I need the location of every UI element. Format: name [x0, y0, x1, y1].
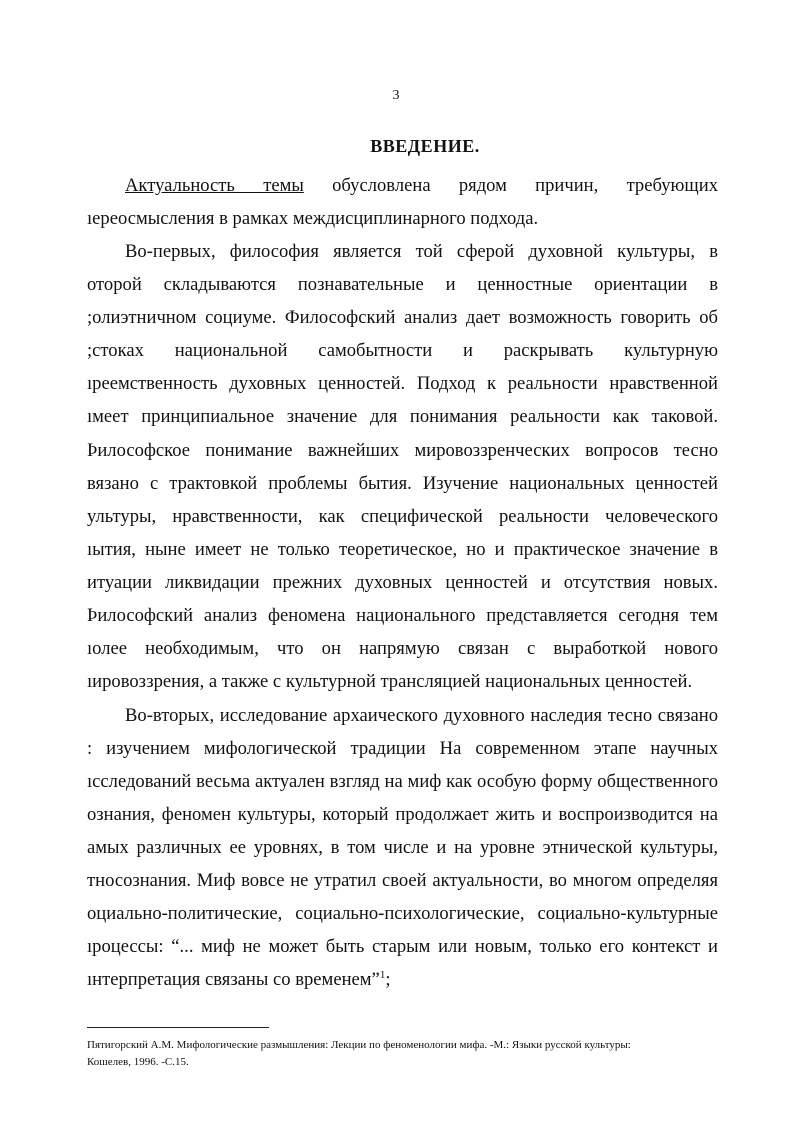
paragraph-2-line-5: ıреемственность духовных ценностей. Подход к реальности нравственной [87, 373, 718, 394]
paragraph-2-line-11: итуации ликвидации прежних духовных ценностей и отсутствия новых. [87, 572, 718, 593]
paragraph-2-line-7: Þилософское понимание важнейших мировоззренческих вопросов тесно [87, 440, 718, 461]
paragraph-2-line-3: ;олиэтничном социуме. Философский анализ дает возможность говорить об [87, 307, 718, 328]
section-heading: ВВЕДЕНИЕ. [370, 136, 480, 156]
topic-relevance-term: Актуальность темы [125, 175, 304, 196]
paragraph-3-line-3: ıсследований весьма актуален взгляд на миф как особую форму общественного [87, 771, 718, 792]
footnote-line-2: Кошелев, 1996. -С.15. [87, 1056, 189, 1068]
footnote-line-1: Пятигорский А.М. Мифологические размышления: Лекции по феноменологии мифа. -М.: Языки русской культуры: [87, 1039, 631, 1051]
paragraph-1-line-1 [125, 173, 718, 199]
page-number: 3 [392, 88, 400, 103]
paragraph-1-line-2: ıереосмысления в рамках междисциплинарного подхода. [87, 208, 539, 229]
paragraph-2-line-13: ıолее необходимым, что он напрямую связан с выработкой нового [87, 638, 718, 659]
paragraph-2-line-2: оторой складываются познавательные и ценностные ориентации в [87, 274, 718, 295]
paragraph-3-line-7: оциально-политические, социально-психологические, социально-культурные [87, 903, 718, 924]
paragraph-1-line-1-text: обусловлена рядом причин, требующих [303, 175, 718, 196]
paragraph-2-line-10: ıытия, ныне имеет не только теоретическое, но и практическое значение в [87, 539, 718, 560]
paragraph-3-line-6: тносознания. Миф вовсе не утратил своей актуальности, во многом определяя [87, 870, 718, 891]
footnote-reference: 1 [379, 968, 386, 981]
footnote-separator [87, 1027, 269, 1028]
paragraph-3-line-8: ıроцессы: “... миф не может быть старым или новым, только его контекст и [87, 936, 718, 957]
paragraph-2-line-9: ультуры, нравственности, как специфической реальности человеческого [87, 506, 718, 527]
paragraph-3-line-9-suffix: ; [385, 969, 391, 990]
paragraph-3-line-5: амых различных ее уровнях, в том числе и на уровне этнической культуры, [87, 837, 718, 858]
paragraph-3-line-4: ознания, феномен культуры, который продолжает жить и воспроизводится на [87, 804, 718, 825]
paragraph-3-line-9-text: ıнтерпретация связаны со временем” [87, 969, 380, 990]
paragraph-2-line-14: ıировоззрения, а также с культурной трансляцией национальных ценностей. [87, 671, 693, 692]
paragraph-2-line-1: Во-первых, философия является той сферой духовной культуры, в [125, 241, 718, 262]
paragraph-2-line-8: вязано с трактовкой проблемы бытия. Изучение национальных ценностей [87, 473, 718, 494]
paragraph-3-line-2: : изучением мифологической традиции На современном этапе научных [87, 738, 718, 759]
paragraph-3-line-1: Во-вторых, исследование архаического духовного наследия тесно связано [125, 705, 718, 726]
paragraph-2-line-4: ;стоках национальной самобытности и раскрывать культурную [87, 340, 718, 361]
paragraph-2-line-6: ıмеет принципиальное значение для понимания реальности как таковой. [87, 406, 718, 427]
paragraph-3-line-9 [87, 967, 718, 993]
paragraph-2-line-12: Þилософский анализ феномена национального представляется сегодня тем [87, 605, 718, 626]
